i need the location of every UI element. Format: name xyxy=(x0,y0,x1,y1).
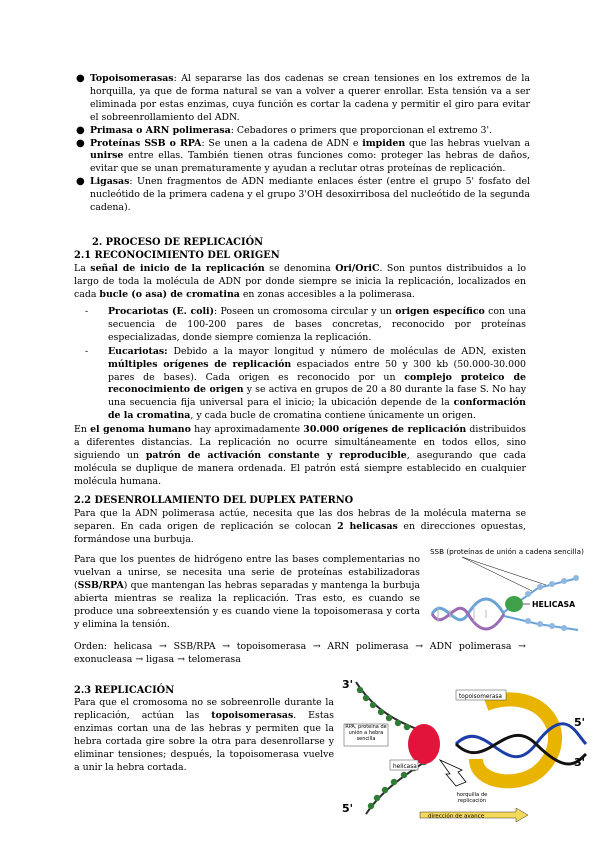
rpa-bead xyxy=(357,687,363,693)
label-5prime-right: 5' xyxy=(574,716,586,729)
direction-label: dirección de avance xyxy=(428,813,485,820)
bullet-term: Primasa o ARN polimerasa xyxy=(90,124,231,136)
fork-arrow xyxy=(440,760,466,786)
rpa-bead xyxy=(401,772,407,778)
bullet-bold: impiden xyxy=(362,137,406,149)
text: En xyxy=(74,424,91,435)
helicase-figure xyxy=(428,544,596,634)
text: . Son puntos distribuidos a lo largo de toda la molécula de ADN por donde siempre se inicia la replicación, localizados en cada xyxy=(74,263,527,300)
section-2-1-heading: 2.1 RECONOCIMIENTO DEL ORIGEN xyxy=(74,250,280,261)
bullet-ssb-rpa xyxy=(76,137,530,177)
rpa-bead xyxy=(404,724,410,730)
rpa-bead xyxy=(391,779,397,785)
label-5prime-bottom: 5' xyxy=(342,802,354,815)
ssb-bead xyxy=(525,591,531,597)
bold-text: Procariotas (E. coli) xyxy=(108,306,215,317)
ssb-bead xyxy=(537,621,543,627)
bullet-dot: ● xyxy=(76,124,85,136)
bold-text: origen específico xyxy=(395,306,485,317)
ssb-bead xyxy=(525,618,531,624)
s23-paragraph xyxy=(74,697,334,774)
text: distribuidos a diferentes distancias. La replicación no ocurre simultáneamente en todos ellos, sino siguiendo un xyxy=(74,424,526,461)
ssb-bead xyxy=(549,623,555,629)
rpa-bead xyxy=(378,709,384,715)
horquilla-label-wrap xyxy=(442,792,502,810)
enzyme-bullet-list xyxy=(76,73,530,215)
dash-marker: - xyxy=(85,345,89,357)
text: se denomina xyxy=(264,263,336,274)
bullet-dot: ● xyxy=(76,73,85,84)
bullet-text: : Cebadores o primers que proporcionan el extremo 3'. xyxy=(230,124,493,136)
bullet-text: que las hebras vuelvan a xyxy=(405,137,530,149)
bold-text: topoisomerasas xyxy=(211,709,294,721)
text: La xyxy=(74,263,91,274)
topoisomerase-ring xyxy=(476,699,555,781)
bullet-text: : Al separarse las dos cadenas se crean tensiones en los extremos de la horquilla, ya que de forma natural se van a volver a querer enrollar. Esta tensión va a ser eliminada por estas enzimas, cuya función es cortar la cadena y permitir el giro para evitar el sobreenrollamiento del ADN. xyxy=(90,73,530,123)
bold-text: patrón de activación constante y reproducible xyxy=(145,449,407,461)
bullet-term: Ligasas xyxy=(90,176,130,188)
bold-text: bucle (o asa) de cromatina xyxy=(99,288,240,300)
topo-label: topoisomerasa xyxy=(459,694,502,700)
rpa-label: RPA, proteína de unión a hebra sencilla xyxy=(345,724,387,742)
s22-paragraph-1 xyxy=(74,508,526,547)
bullet-bold: unirse xyxy=(90,150,124,162)
s21-dash-list xyxy=(85,306,527,423)
rpa-bead xyxy=(363,695,369,701)
fig-ssb-label: SSB (proteínas de unión a cadena sencilla) xyxy=(430,547,584,556)
bold-text: Eucariotas: xyxy=(108,345,168,357)
ssb-bead xyxy=(573,575,579,581)
ssb-bead xyxy=(561,578,567,584)
text: , y cada bucle de cromatina contiene únicamente un origen. xyxy=(190,410,476,422)
rpa-bead xyxy=(374,795,380,801)
bullet-primasa xyxy=(76,124,530,138)
ssb-bead xyxy=(537,584,543,590)
fig-helicasa-label: HELICASA xyxy=(532,600,576,609)
text: espaciados entre 50 y 300 kb (50.000-30.000 pares de bases). Cada origen es reconocido por un xyxy=(108,358,526,383)
bold-text: múltiples orígenes de replicación xyxy=(108,358,292,370)
text: con una secuencia de 100-200 pares de bases concretas, reconocido por proteínas especializadas, donde siempre comienza la replicación. xyxy=(108,306,527,343)
bold-text: conformación de la cromatina xyxy=(108,397,526,422)
text: : Poseen un cromosoma circular y un xyxy=(214,306,396,317)
bold-text: SSB/RPA xyxy=(77,579,124,591)
text: ) que mantengan las hebras separadas y mantenga la burbuja abierta mientras se realiza la replicación. Tras esto, es cuando se produce una sobreextensión y es cuando viene la topoisomerasa y corta y elimina la tensión. xyxy=(74,579,420,630)
text: y se activa en grupos de 20 a 80 durante la fase S. No hay una secuencia fija universal para el inicio; la ubicación depende de la xyxy=(108,384,527,409)
bold-text: complejo proteico de reconocimiento de origen xyxy=(108,371,526,396)
text: Para que los puentes de hidrógeno entre las bases complementarias no vuelvan a unirse, se necesita una serie de proteínas estabilizadoras ( xyxy=(74,554,420,591)
rpa-bead xyxy=(386,715,392,721)
text: en zonas accesibles a la polimerasa. xyxy=(239,288,415,300)
pointer-line xyxy=(462,557,546,585)
bold-text: 30.000 orígenes de replicación xyxy=(303,424,467,435)
text: Para que la ADN polimerasa actúe, necesita que las dos hebras de la molécula materna se separen. En cada origen de replicación se colocan xyxy=(74,508,526,532)
s21-paragraph-2 xyxy=(74,424,526,489)
rpa-bead xyxy=(370,702,376,708)
section-2-heading: 2. PROCESO DE REPLICACIÓN xyxy=(92,237,264,248)
label-3prime-top: 3' xyxy=(342,678,354,691)
bold-text: 2 helicasas xyxy=(337,520,398,532)
section-2-2-heading: 2.2 DESENROLLAMIENTO DEL DUPLEX PATERNO xyxy=(74,495,354,506)
text: hay aproximadamente xyxy=(190,424,304,435)
dash-marker: - xyxy=(85,306,89,317)
text: en direcciones opuestas, formándose una burbuja. xyxy=(74,520,527,545)
dash-item-eucariotas xyxy=(85,345,527,423)
helicase-shape xyxy=(408,724,440,764)
s22-paragraph-2 xyxy=(74,554,420,631)
rpa-label-wrap xyxy=(345,724,387,746)
bullet-text: : Unen fragmentos de ADN mediante enlaces éster (entre el grupo 5' fosfato del nucleótido de la primera cadena y el grupo 3'OH desoxirribosa del nucleótido de la segunda cadena). xyxy=(90,176,530,214)
text: Debido a la mayor longitud y número de moléculas de ADN, existen xyxy=(167,345,526,357)
bullet-text: entre ellas. También tienen otras funciones como: proteger las hebras de daños, evitar que se unan prematuramente y ayudan a reclutar otras proteínas de replicación. xyxy=(90,150,530,175)
bullet-term: Proteínas SSB o RPA xyxy=(90,137,202,149)
section-2-3-heading: 2.3 REPLICACIÓN xyxy=(74,685,175,696)
horquilla-label: horquilla de replicación xyxy=(456,792,488,804)
s22-order: Orden: helicasa → SSB/RPA → topoisomerasa → ARN polimerasa → ADN polimerasa → exonucleasa → ligasa → telomerasa xyxy=(74,641,526,665)
bullet-ligasas xyxy=(76,176,530,215)
ssb-bead xyxy=(561,625,567,631)
bullet-topoisomerasas xyxy=(76,73,530,125)
helix-strand-b xyxy=(432,608,504,629)
helicase-shape xyxy=(505,596,523,612)
text: . Estas enzimas cortan una de las hebras y permiten que la hebra cortada gire sobre la otra para desenrollarse y eliminar tensiones; después, la topoisomerasa vuelve a unir la hebra cortada. xyxy=(74,709,334,773)
text: Para que el cromosoma no se sobreenrolle durante la replicación, actúan las xyxy=(74,697,334,721)
bullet-text: : Se unen a la cadena de ADN e xyxy=(201,137,363,149)
dash-item-procariotas xyxy=(85,306,527,345)
bullet-term: Topoisomerasas xyxy=(90,73,174,84)
label-3prime-right: 3' xyxy=(574,756,586,769)
text: , asegurando que cada molécula se duplique de manera ordenada. El patrón está siempre establecido en cualquier molécula humana. xyxy=(74,449,526,487)
bullet-dot: ● xyxy=(76,137,85,149)
pointer-line xyxy=(462,557,532,591)
bold-text: señal de inicio de la replicación xyxy=(90,263,265,274)
helicasa-label: helicasa xyxy=(393,764,417,770)
bold-text: Ori/OriC xyxy=(335,263,380,274)
rpa-bead xyxy=(382,787,388,793)
rpa-bead xyxy=(368,803,374,809)
bold-text: el genoma humano xyxy=(90,424,191,435)
rpa-bead xyxy=(395,720,401,726)
ssb-bead xyxy=(549,581,555,587)
bullet-dot: ● xyxy=(76,176,85,188)
replication-fork-figure xyxy=(336,674,590,826)
s21-paragraph-1 xyxy=(74,263,526,302)
